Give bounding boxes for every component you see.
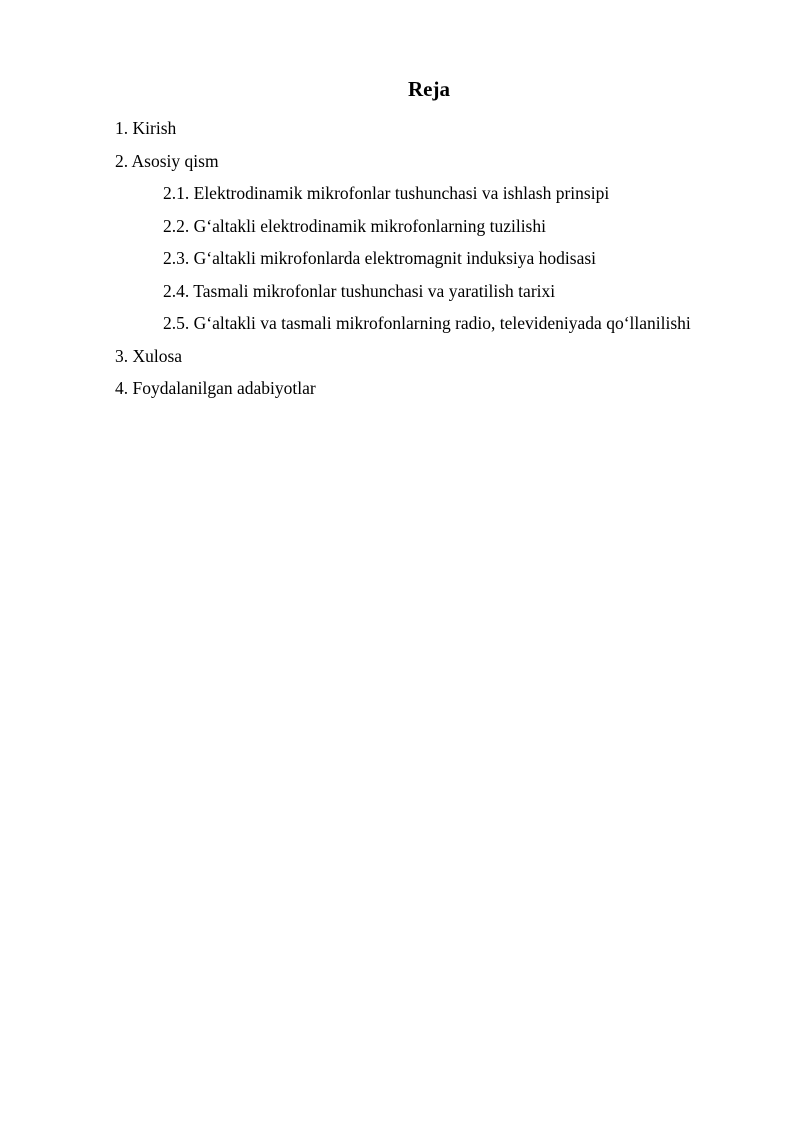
toc-subitem-2-5: 2.5. G‘altakli va tasmali mikrofonlarning radio, televideniyada qo‘llanilishi xyxy=(163,313,691,333)
toc-item-xulosa: 3. Xulosa xyxy=(115,345,183,366)
toc-subitem-2-2: 2.2. G‘altakli elektrodinamik mikrofonlarning tuzilishi xyxy=(163,215,546,236)
toc-item-adabiyotlar: 4. Foydalanilgan adabiyotlar xyxy=(115,378,316,398)
table-of-contents xyxy=(115,112,691,405)
toc-item-asosiy-qism: 2. Asosiy qism xyxy=(115,150,219,171)
page-title: Reja xyxy=(408,77,450,101)
toc-item-kirish: 1. Kirish xyxy=(115,118,177,138)
toc-subitem-2-4: 2.4. Tasmali mikrofonlar tushunchasi va yaratilish tarixi xyxy=(163,280,556,301)
toc-subitem-2-1: 2.1. Elektrodinamik mikrofonlar tushunchasi va ishlash prinsipi xyxy=(163,183,610,203)
toc-subitem-2-3: 2.3. G‘altakli mikrofonlarda elektromagnit induksiya hodisasi xyxy=(163,248,597,268)
